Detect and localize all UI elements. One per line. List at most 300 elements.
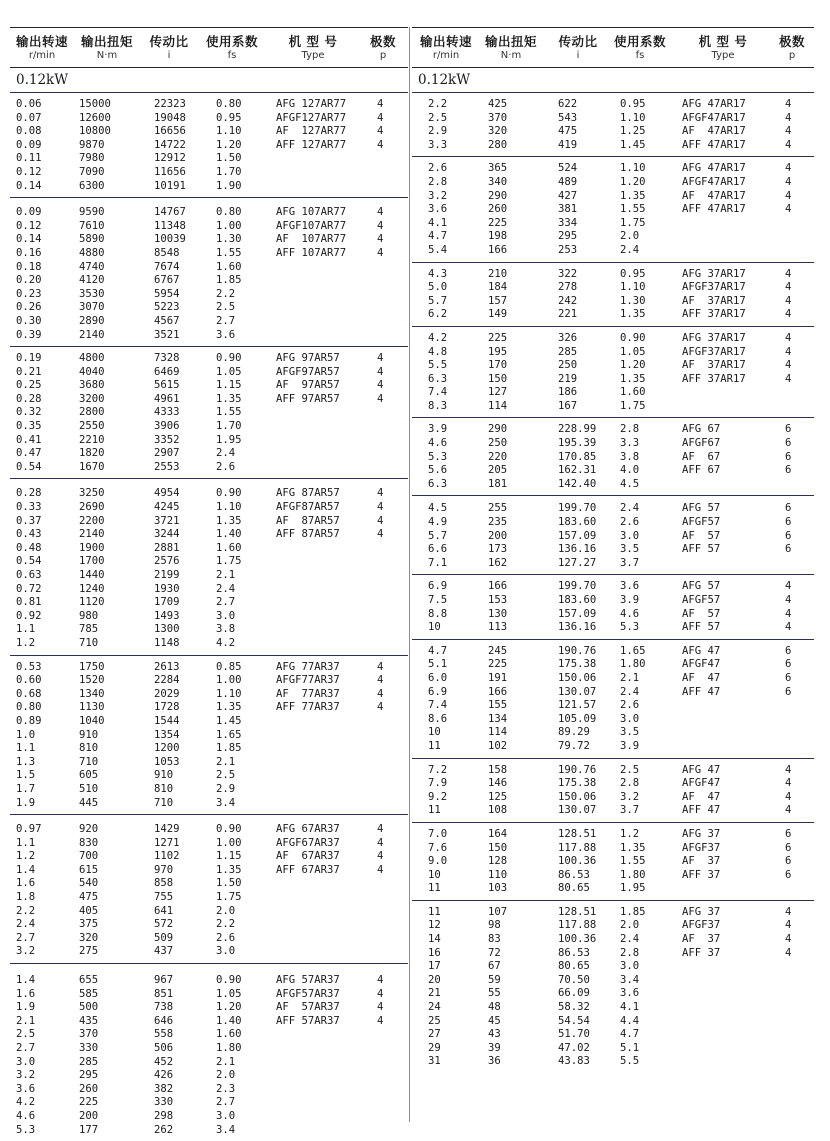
speed-cell: 0.33 [16,501,42,514]
speed-cell: 0.09 [16,138,42,151]
service-factor-cell: 1.10 [216,501,242,514]
speed-cell: 1.6 [16,987,36,1000]
type-cell: AFF 57AR37 [276,1014,340,1027]
ratio-cell: 43.83 [558,1055,590,1068]
table-row [412,699,814,713]
torque-cell: 2890 [79,314,105,327]
table-row [412,308,814,322]
table-row [10,501,408,515]
poles-cell: 4 [785,790,792,803]
type-cell: AFGF77AR37 [276,674,340,687]
speed-cell: 2.9 [428,125,448,138]
table-row [10,596,408,610]
table-row [10,850,408,864]
service-factor-cell: 2.6 [620,516,640,529]
torque-cell: 210 [488,267,508,280]
torque-cell: 184 [488,281,508,294]
poles-cell: 6 [785,450,792,463]
table-row [412,1001,814,1015]
torque-cell: 166 [488,243,508,256]
poles-cell: 4 [785,138,792,151]
ratio-cell: 646 [154,1014,174,1027]
gear-group [412,156,814,261]
speed-cell: 7.2 [428,763,448,776]
speed-cell: 11 [428,882,441,895]
ratio-cell: 79.72 [558,739,590,752]
type-cell: AF 47AR17 [682,125,746,138]
poles-cell: 4 [377,98,384,110]
type-cell: AF 67 [682,450,721,463]
table-row [10,637,408,651]
torque-cell: 2140 [79,328,105,341]
type-cell: AF 47AR17 [682,189,746,202]
torque-cell: 830 [79,836,99,849]
ratio-cell: 1493 [154,609,180,622]
ratio-cell: 199.70 [558,502,597,515]
torque-cell: 615 [79,863,99,876]
type-cell: AF 57 [682,529,721,542]
ratio-cell: 970 [154,863,174,876]
speed-cell: 3.0 [16,1055,36,1068]
table-row [10,988,408,1002]
service-factor-cell: 1.35 [216,863,242,876]
speed-cell: 5.7 [428,294,448,307]
torque-cell: 1040 [79,714,105,727]
speed-cell: 11 [428,905,441,918]
poles-cell: 4 [785,905,792,918]
service-factor-cell: 1.40 [216,1014,242,1027]
speed-cell: 0.47 [16,447,42,460]
ratio-cell: 199.70 [558,580,597,593]
torque-cell: 3070 [79,301,105,314]
table-row [412,230,814,244]
ratio-cell: 7328 [154,352,180,365]
service-factor-cell: 1.55 [620,855,646,868]
service-factor-cell: 2.0 [620,919,640,932]
table-row [412,346,814,360]
type-cell: AFGF57 [682,594,721,606]
speed-cell: 1.1 [16,742,36,755]
type-cell: AFF 67AR37 [276,863,340,876]
ratio-cell: 524 [558,162,578,175]
speed-cell: 0.30 [16,314,42,327]
poles-cell: 6 [785,529,792,542]
table-row [10,406,408,420]
ratio-cell: 475 [558,125,578,138]
table-row [10,447,408,461]
header-label: 机 型 号 [288,34,338,49]
speed-cell: 0.16 [16,246,42,259]
poles-cell: 4 [785,946,792,959]
type-cell: AFF 107AR77 [276,246,347,259]
ratio-cell: 1544 [154,714,180,727]
header-label: 极数 [369,34,396,49]
speed-cell: 4.9 [428,516,448,529]
gear-group [412,758,814,822]
table-row [412,933,814,947]
torque-cell: 405 [79,904,99,917]
table-row [10,610,408,624]
type-cell: AFGF47 [682,777,721,790]
service-factor-cell: 3.8 [620,450,640,463]
type-cell: AFG 67 [682,423,721,436]
service-factor-cell: 2.4 [216,447,236,460]
ratio-cell: 127.27 [558,556,597,569]
table-row [10,837,408,851]
ratio-cell: 4961 [154,392,180,405]
ratio-cell: 219 [558,372,578,385]
service-factor-cell: 1.50 [216,152,242,165]
ratio-cell: 4954 [154,487,180,500]
type-cell: AF 77AR37 [276,687,340,700]
torque-cell: 158 [488,763,508,776]
ratio-cell: 1354 [154,728,180,741]
speed-cell: 0.21 [16,365,42,378]
ratio-cell: 738 [154,1001,174,1014]
ratio-cell: 117.88 [558,919,597,932]
service-factor-cell: 1.10 [620,162,646,175]
ratio-cell: 86.53 [558,868,590,881]
service-factor-cell: 2.5 [620,763,640,776]
speed-cell: 0.25 [16,379,42,392]
service-factor-cell: 1.15 [216,850,242,863]
service-factor-cell: 1.30 [216,233,242,246]
speed-cell: 0.81 [16,596,42,609]
table-row [10,569,408,583]
header-unit: N·m [500,50,522,61]
table-row [10,220,408,234]
poles-cell: 4 [377,974,384,987]
table-row [10,515,408,529]
torque-cell: 540 [79,877,99,890]
torque-cell: 150 [488,372,508,385]
type-cell: AFG 57 [682,502,721,515]
torque-cell: 1340 [79,687,105,700]
service-factor-cell: 4.6 [620,607,640,620]
service-factor-cell: 4.0 [620,464,640,477]
ratio-cell: 170.85 [558,450,597,463]
speed-cell: 7.5 [428,594,448,606]
speed-cell: 2.8 [428,175,448,188]
service-factor-cell: 1.25 [620,125,646,138]
header-unit: r/min [28,50,56,61]
service-factor-cell: 2.4 [620,933,640,946]
speed-cell: 2.1 [16,1014,36,1027]
torque-cell: 125 [488,790,508,803]
service-factor-cell: 2.4 [620,502,640,515]
poles-cell: 4 [785,777,792,790]
torque-cell: 225 [79,1096,99,1109]
header-label: 输出扭矩 [484,34,537,49]
ratio-cell: 70.50 [558,973,590,986]
service-factor-cell: 3.9 [620,594,640,606]
ratio-cell: 326 [558,331,578,344]
speed-cell: 1.5 [16,769,36,782]
service-factor-cell: 2.8 [620,946,640,959]
table-row [412,217,814,231]
gear-group [412,900,814,1073]
speed-cell: 7.4 [428,386,448,399]
ratio-cell: 250 [558,359,578,372]
table-row [412,162,814,176]
gear-group [10,655,408,815]
torque-cell: 177 [79,1123,99,1136]
torque-cell: 225 [488,658,508,671]
speed-cell: 3.6 [428,203,448,216]
speed-cell: 7.4 [428,699,448,712]
type-cell: AFF 57 [682,543,721,556]
table-row [412,791,814,805]
torque-cell: 36 [488,1055,501,1068]
torque-cell: 108 [488,804,508,817]
ratio-cell: 150.06 [558,671,597,684]
service-factor-cell: 1.75 [216,891,242,904]
poles-cell: 4 [377,987,384,1000]
service-factor-cell: 1.40 [216,528,242,541]
poles-cell: 4 [785,359,792,372]
poles-cell: 4 [785,294,792,307]
speed-cell: 0.18 [16,260,42,273]
torque-cell: 7980 [79,152,105,165]
service-factor-cell: 1.35 [620,372,646,385]
table-row [412,281,814,295]
torque-cell: 162 [488,556,508,569]
torque-cell: 98 [488,919,501,932]
table-row [10,1001,408,1015]
service-factor-cell: 1.75 [620,399,646,412]
ratio-cell: 285 [558,345,578,358]
poles-cell: 4 [377,206,384,219]
torque-cell: 7090 [79,165,105,178]
service-factor-cell: 0.80 [216,98,242,110]
ratio-cell: 12912 [154,152,186,165]
gear-group [412,574,814,638]
speed-cell: 0.20 [16,274,42,287]
torque-cell: 425 [488,98,508,110]
poles-cell: 4 [785,189,792,202]
torque-cell: 280 [488,138,508,151]
table-row [412,594,814,608]
table-row [10,918,408,932]
service-factor-cell: 3.6 [620,987,640,1000]
speed-cell: 2.7 [16,1042,36,1054]
table-row [412,295,814,309]
ratio-cell: 16656 [154,125,186,138]
gear-group [10,92,408,197]
service-factor-cell: 3.0 [620,712,640,725]
table-row [10,206,408,220]
left-column [10,27,408,1141]
header-label: 机 型 号 [698,34,748,49]
table-row [10,877,408,891]
speed-cell: 7.0 [428,827,448,840]
speed-cell: 5.7 [428,529,448,542]
speed-cell: 8.3 [428,399,448,412]
type-cell: AFF 77AR37 [276,701,340,714]
torque-cell: 260 [79,1082,99,1095]
service-factor-cell: 0.90 [216,487,242,500]
service-factor-cell: 4.5 [620,477,640,490]
service-factor-cell: 1.75 [620,216,646,229]
type-cell: AF 127AR77 [276,125,347,138]
speed-cell: 4.6 [428,437,448,450]
table-row [10,583,408,597]
service-factor-cell: 2.1 [216,755,236,768]
ratio-cell: 2576 [154,555,180,568]
table-row [412,400,814,414]
torque-cell: 1520 [79,674,105,687]
ratio-cell: 641 [154,904,174,917]
service-factor-cell: 2.0 [216,1069,236,1082]
table-row [412,244,814,258]
ratio-cell: 382 [154,1082,174,1095]
table-row [10,434,408,448]
poles-cell: 4 [785,804,792,817]
type-cell: AF 97AR57 [276,379,340,392]
column-divider [409,27,410,1122]
ratio-cell: 58.32 [558,1001,590,1014]
service-factor-cell: 4.7 [620,1028,640,1041]
speed-cell: 6.9 [428,580,448,593]
type-cell: AFG 37AR17 [682,331,746,344]
service-factor-cell: 2.8 [620,423,640,436]
speed-cell: 4.7 [428,644,448,657]
torque-cell: 4120 [79,274,105,287]
header-unit: Type [301,50,325,61]
right-column [412,27,814,1073]
table-row [10,715,408,729]
speed-cell: 10 [428,726,441,739]
ratio-cell: 1728 [154,701,180,714]
table-row [412,960,814,974]
service-factor-cell: 3.0 [216,945,236,958]
service-factor-cell: 0.90 [216,823,242,836]
table-row [412,987,814,1001]
torque-cell: 1670 [79,460,105,473]
speed-cell: 10 [428,868,441,881]
torque-cell: 2800 [79,406,105,419]
service-factor-cell: 1.35 [620,189,646,202]
torque-cell: 3680 [79,379,105,392]
torque-cell: 43 [488,1028,501,1041]
torque-cell: 114 [488,399,508,412]
torque-cell: 181 [488,477,508,490]
torque-cell: 435 [79,1014,99,1027]
type-cell: AFGF47AR17 [682,175,746,188]
speed-cell: 1.3 [16,755,36,768]
torque-cell: 39 [488,1041,501,1054]
service-factor-cell: 1.65 [216,728,242,741]
poles-cell: 4 [785,580,792,593]
speed-cell: 6.2 [428,308,448,321]
torque-cell: 500 [79,1001,99,1014]
speed-cell: 4.3 [428,267,448,280]
torque-cell: 2690 [79,501,105,514]
header-label: 输出转速 [419,34,472,49]
ratio-cell: 228.99 [558,423,597,436]
ratio-cell: 1271 [154,836,180,849]
ratio-cell: 130.07 [558,685,597,698]
type-cell: AF 37 [682,855,721,868]
type-cell: AFGF57 [682,516,721,529]
speed-cell: 2.2 [16,904,36,917]
power-rating: 0.12kW [16,72,69,88]
service-factor-cell: 1.05 [216,987,242,1000]
poles-cell: 6 [785,644,792,657]
type-cell: AF 67AR37 [276,850,340,863]
torque-cell: 2210 [79,433,105,446]
speed-cell: 0.26 [16,301,42,314]
service-factor-cell: 0.90 [216,974,242,987]
ratio-cell: 105.09 [558,712,597,725]
poles-cell: 4 [377,219,384,232]
service-factor-cell: 1.85 [620,905,646,918]
ratio-cell: 967 [154,974,174,987]
service-factor-cell: 1.65 [620,644,646,657]
ratio-cell: 4245 [154,501,180,514]
speed-cell: 0.32 [16,406,42,419]
ratio-cell: 66.09 [558,987,590,1000]
service-factor-cell: 2.2 [216,287,236,300]
torque-cell: 200 [488,529,508,542]
type-cell: AF 57 [682,607,721,620]
poles-cell: 4 [785,607,792,620]
poles-cell: 6 [785,671,792,684]
torque-cell: 107 [488,905,508,918]
type-cell: AFGF37AR17 [682,345,746,358]
poles-cell: 6 [785,868,792,881]
speed-cell: 5.6 [428,464,448,477]
table-row [412,359,814,373]
poles-cell: 4 [785,919,792,932]
ratio-cell: 1200 [154,742,180,755]
ratio-cell: 80.65 [558,882,590,895]
type-cell: AFGF47 [682,658,721,671]
torque-cell: 225 [488,331,508,344]
type-cell: AF 87AR57 [276,514,340,527]
service-factor-cell: 1.00 [216,219,242,232]
service-factor-cell: 1.60 [216,1028,242,1041]
type-cell: AFG 107AR77 [276,206,347,219]
speed-cell: 5.3 [428,450,448,463]
type-cell: AF 47 [682,790,721,803]
table-header [412,27,814,68]
torque-cell: 164 [488,827,508,840]
service-factor-cell: 2.7 [216,1096,236,1109]
service-factor-cell: 1.75 [216,555,242,568]
torque-cell: 153 [488,594,508,606]
table-row [412,386,814,400]
torque-cell: 375 [79,918,99,931]
torque-cell: 113 [488,621,508,634]
table-row [10,315,408,329]
ratio-cell: 543 [558,111,578,124]
service-factor-cell: 1.35 [620,841,646,854]
speed-cell: 0.72 [16,582,42,595]
torque-cell: 146 [488,777,508,790]
service-factor-cell: 3.4 [620,973,640,986]
gear-group [10,346,408,478]
torque-cell: 45 [488,1014,501,1027]
speed-cell: 6.3 [428,477,448,490]
torque-cell: 128 [488,855,508,868]
speed-cell: 3.3 [428,138,448,151]
ratio-cell: 622 [558,98,578,110]
poles-cell: 6 [785,855,792,868]
torque-cell: 6300 [79,179,105,192]
ratio-cell: 242 [558,294,578,307]
torque-cell: 1440 [79,569,105,581]
